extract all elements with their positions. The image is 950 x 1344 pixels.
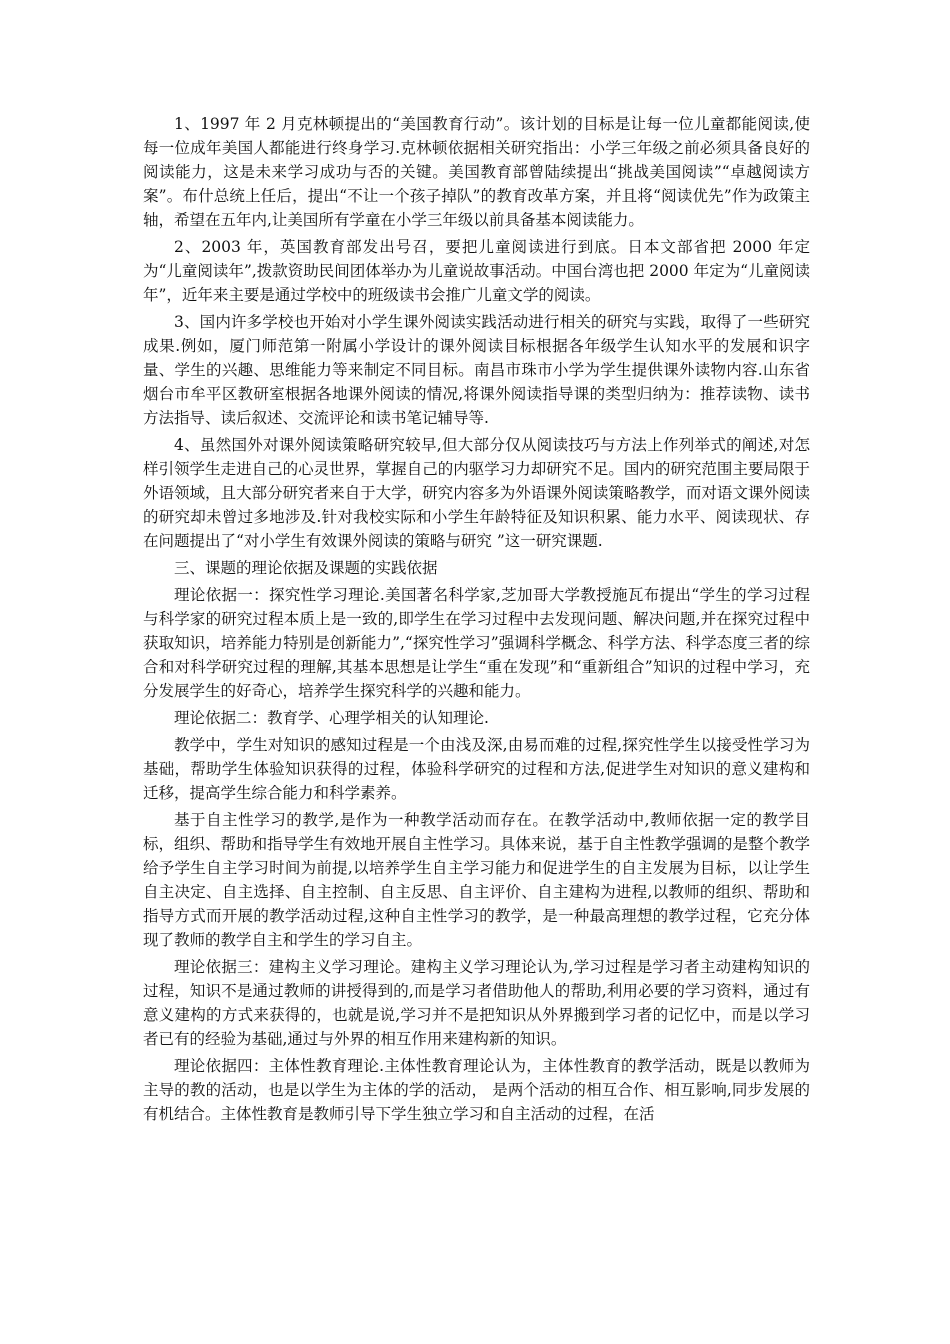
paragraph-autonomous-learning: 基于自主性学习的教学,是作为一种教学活动而存在。在教学活动中,教师依据一定的教学目标，组织、帮助和指导学生有效地开展自主性学习。具体来说，基于自主性教学强调的是整个教学给予学生自主学习时间为前提,以培养学生自主学习能力和促进学生的自主发展为目标，以让学生自主决定、自主选择、自主控制、自主反思、自主评价、自主建构为进程,以教师的组织、帮助和指导方式而开展的教学活动过程,这种自主性学习的教学，是一种最高理想的教学过程，它充分体现了教师的教学自主和学生的学习自主。 — [143, 811, 810, 949]
section-heading-theory-basis: 三、课题的理论依据及课题的实践依据 — [174, 559, 438, 577]
paragraph-theory-three: 理论依据三：建构主义学习理论。建构主义学习理论认为,学习过程是学习者主动建构知识的过程，知识不是通过教师的讲授得到的,而是学习者借助他人的帮助,利用必要的学习资料，通过有意义建构的方式来获得的，也就是说,学习并不是把知识从外界搬到学习者的记忆中，而是以学习者已有的经验为基础,通过与外界的相互作用来建构新的知识。 — [143, 958, 810, 1048]
paragraph-domestic-research: 3、国内许多学校也开始对小学生课外阅读实践活动进行相关的研究与实践，取得了一些研究成果.例如，厦门师范第一附属小学设计的课外阅读目标根据各年级学生认知水平的发展和识字量、学生的兴趣、思维能力等来制定不同目标。南昌市珠市小学为学生提供课外读物内容.山东省烟台市牟平区教研室根据各地课外阅读的情况,将课外阅读指导课的类型归纳为：推荐读物、读书方法指导、读后叙述、交流评论和读书笔记辅导等. — [143, 313, 810, 427]
paragraph-theory-four: 理论依据四：主体性教育理论.主体性教育理论认为，主体性教育的教学活动，既是以教师为主导的教的活动，也是以学生为主体的学的活动， 是两个活动的相互合作、相互影响,同步发展的有机结合。主体性教育是教师引导下学生独立学习和自主活动的过程，在活 — [143, 1057, 810, 1123]
paragraph-uk-japan-taiwan: 2、2003 年，英国教育部发出号召，要把儿童阅读进行到底。日本文部省把 2000 年定为“儿童阅读年”,拨款资助民间团体举办为儿童说故事活动。中国台湾也把 2000 年定为“儿童阅读年”，近年来主要是通过学校中的班级读书会推广儿童文学的阅读。 — [143, 238, 811, 304]
paragraph-theory-two-title: 理论依据二：教育学、心理学相关的认知理论. — [174, 709, 489, 727]
paragraph-cognition: 教学中，学生对知识的感知过程是一个由浅及深,由易而难的过程,探究性学生以接受性学习为基础，帮助学生体验知识获得的过程，体验科学研究的过程和方法,促进学生对知识的意义建构和迁移，提高学生综合能力和科学素养。 — [143, 736, 810, 802]
paragraph-research-gap: 4、虽然国外对课外阅读策略研究较早,但大部分仅从阅读技巧与方法上作列举式的阐述,对怎样引领学生走进自己的心灵世界，掌握自己的内驱学习力却研究不足。国内的研究范围主要局限于外语领域，且大部分研究者来自于大学，研究内容多为外语课外阅读策略教学，而对语文课外阅读的研究却未曾过多地涉及.针对我校实际和小学生年龄特征及知识积累、能力水平、阅读现状、存在问题提出了“对小学生有效课外阅读的策略与研究 ”这一研究课题. — [143, 436, 810, 550]
paragraph-us-reading-action: 1、1997 年 2 月克林顿提出的“美国教育行动”。该计划的目标是让每一位儿童都能阅读,使每一位成年美国人都能进行终身学习.克林顿依据相关研究指出：小学三年级之前必须具备良好的阅读能力，这是未来学习成功与否的关键。美国教育部曾陆续提出“挑战美国阅读”“卓越阅读方案”。布什总统上任后，提出“不让一个孩子掉队”的教育改革方案，并且将“阅读优先”作为政策主轴，希望在五年内,让美国所有学童在小学三年级以前具备基本阅读能力。 — [143, 115, 810, 229]
paragraph-theory-one: 理论依据一：探究性学习理论.美国著名科学家,芝加哥大学教授施瓦布提出“学生的学习过程与科学家的研究过程本质上是一致的,即学生在学习过程中去发现问题、解决问题,并在探究过程中获取知识，培养能力特别是创新能力”,“探究性学习”强调科学概念、科学方法、科学态度三者的综合和对科学研究过程的理解,其基本思想是让学生“重在发现”和“重新组合”知识的过程中学习，充分发展学生的好奇心，培养学生探究科学的兴趣和能力。 — [143, 586, 810, 700]
document-page — [143, 112, 810, 1129]
